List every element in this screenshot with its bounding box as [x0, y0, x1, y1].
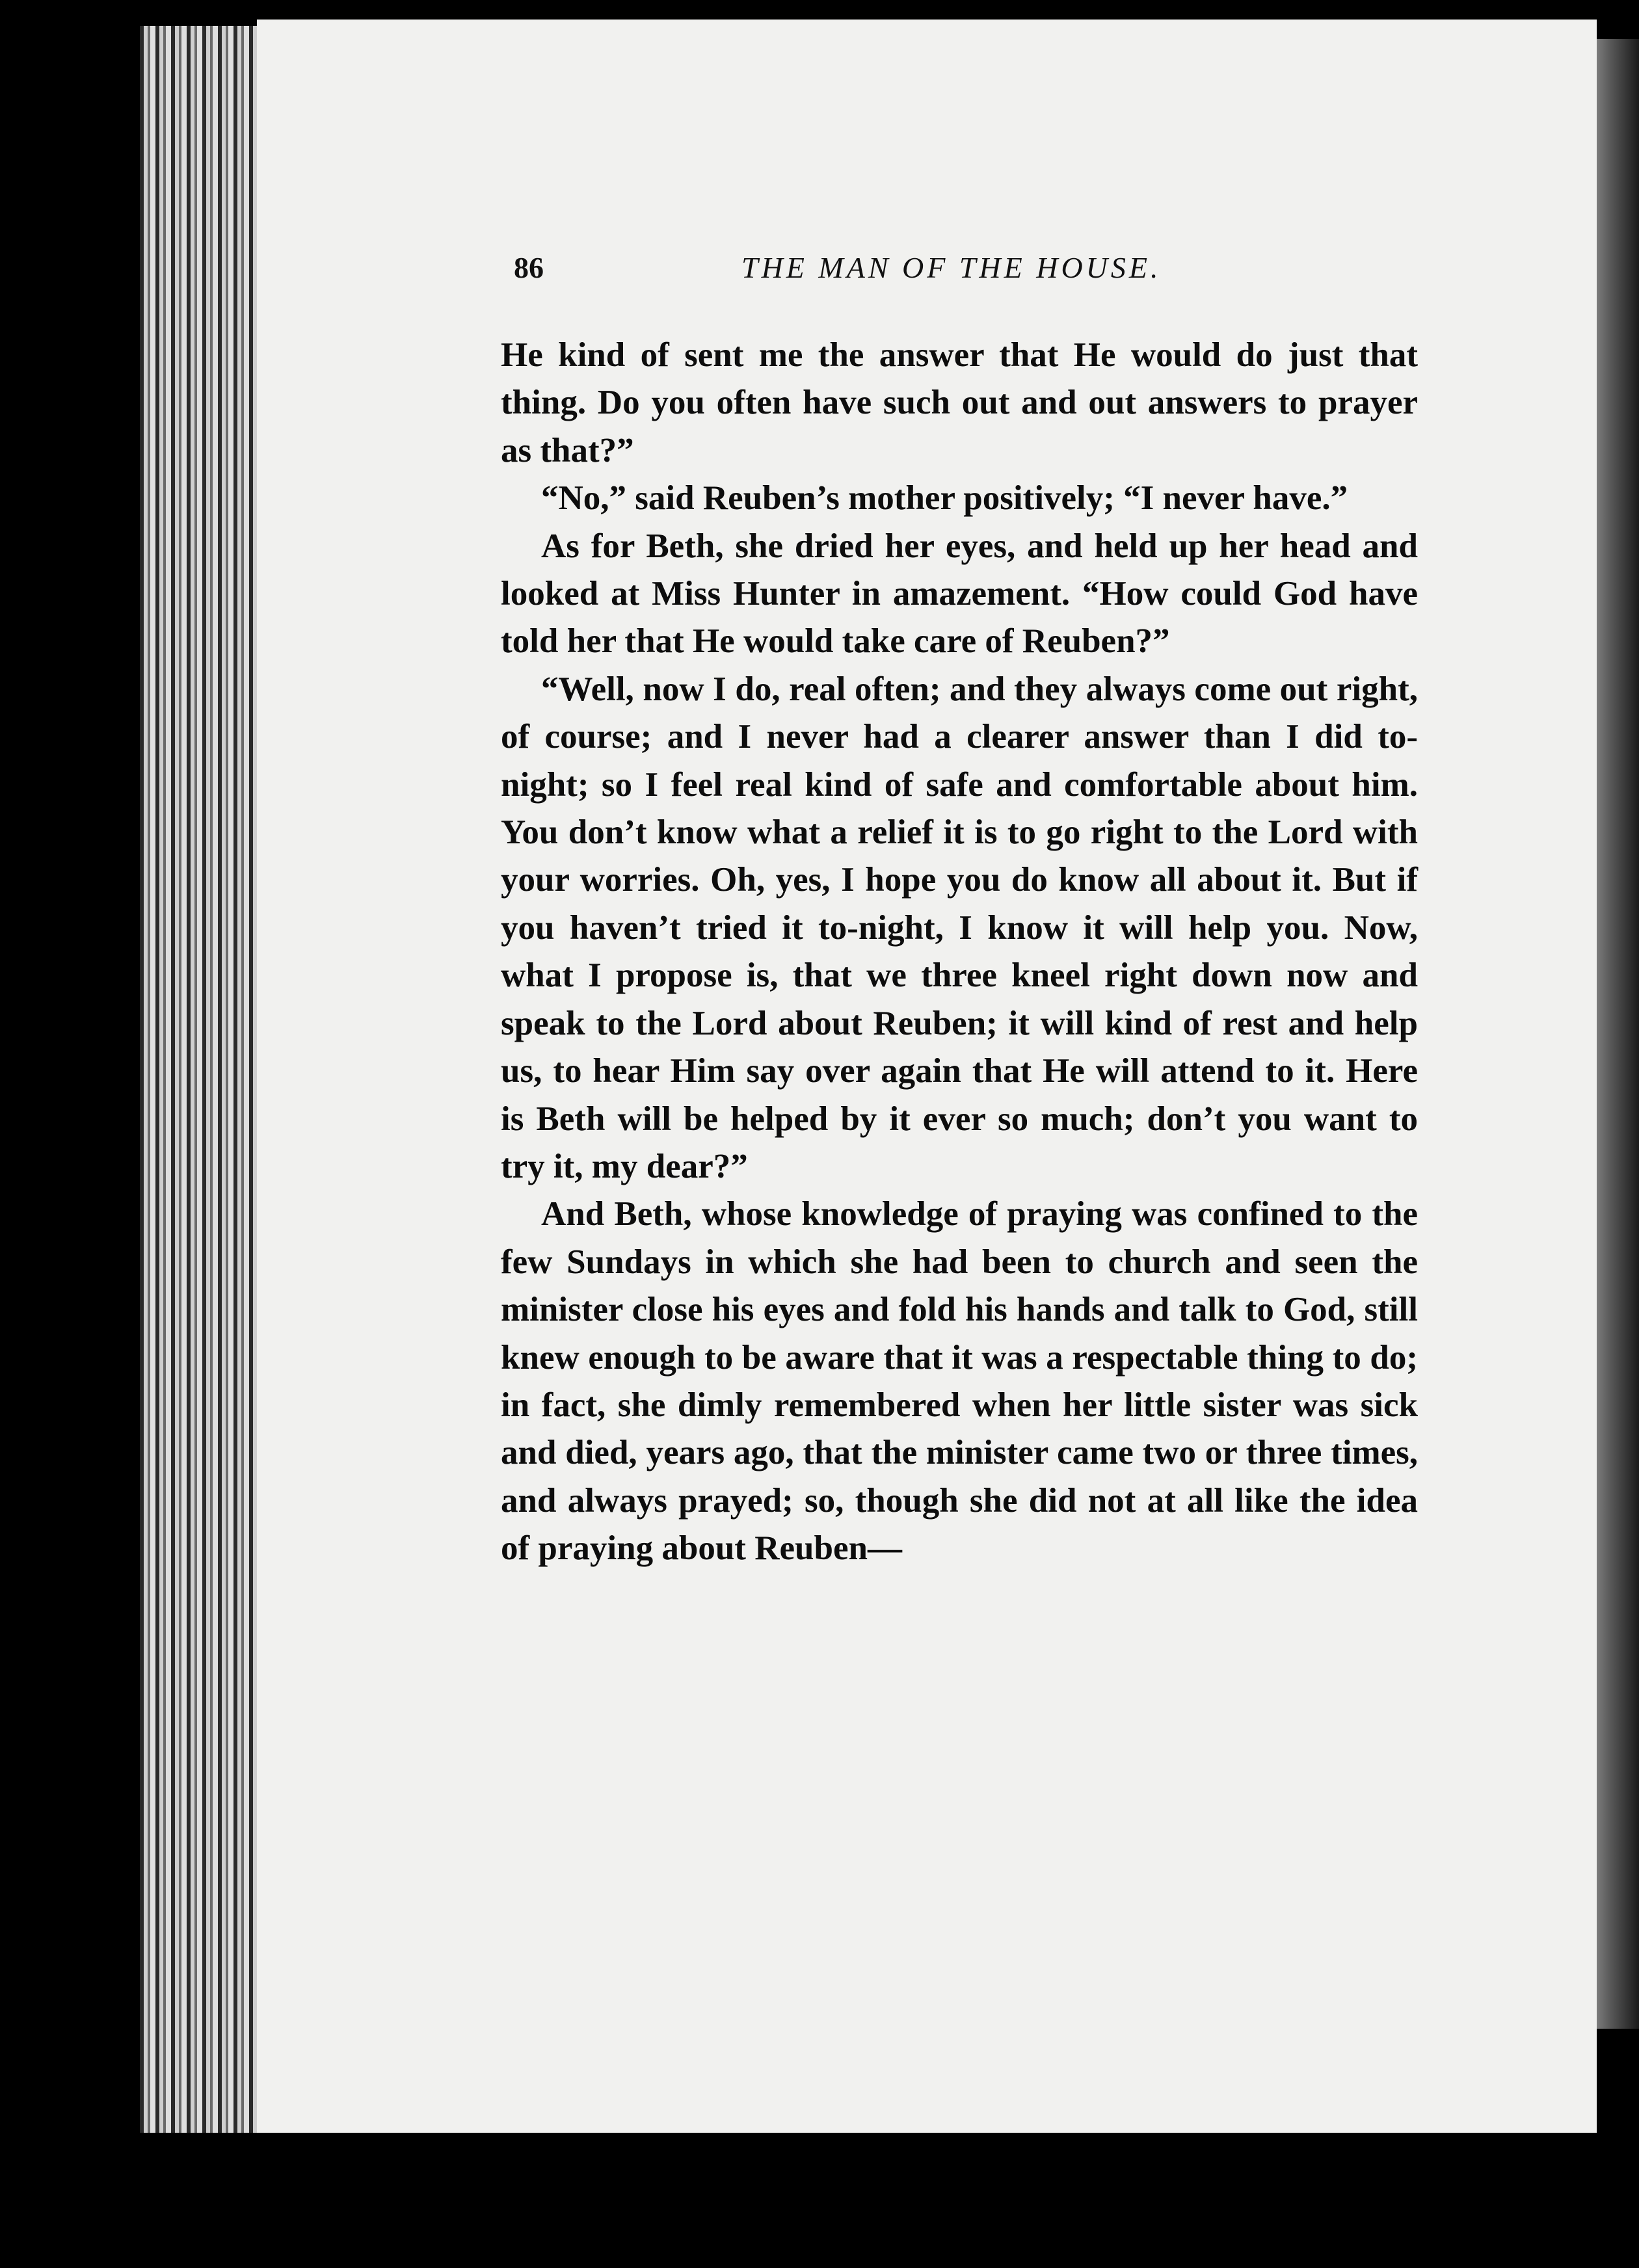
- body-text: [501, 332, 1418, 1573]
- paragraph: “Well, now I do, real often; and they always come out right, of course; and I never had a clearer answer than I did to-night; so I feel real kind of safe and comfortable about him. You don’t know what a relief it is to go right to the Lord with your worries. Oh, yes, I hope you do know all about it. But if you haven’t tried it to-night, I know it will help you. Now, what I propose is, that we three kneel right down now and speak to the Lord about Reuben; it will kind of rest and help us, to hear Him say over again that He will attend to it. Here is Beth will be helped by it ever so much; don’t you want to try it, my dear?”: [501, 670, 1418, 1185]
- paragraph: “No,” said Reuben’s mother positively; “I never have.”: [541, 479, 1348, 518]
- paragraph: And Beth, whose knowledge of praying was confined to the few Sundays in which she had been to church and seen the minister close his eyes and fold his hands and talk to God, still knew enough to be aware that it was a respectable thing to do; in fact, she dimly remembered when her little sister was sick and died, years ago, that the minister came two or three times, and always prayed; so, though she did not at all like the idea of praying about Reuben—: [501, 1195, 1418, 1568]
- page-number: 86: [514, 251, 544, 284]
- book-gutter-shadow: [1590, 39, 1639, 2029]
- paragraph: As for Beth, she dried her eyes, and held up her head and looked at Miss Hunter in amazement. “How could God have told her that He would take care of Reuben?”: [501, 527, 1418, 661]
- running-title: THE MAN OF THE HOUSE.: [741, 251, 1162, 284]
- page-header: [514, 250, 1496, 296]
- paragraph-continued: He kind of sent me the answer that He would do just that thing. Do you often have such out and out answers to prayer as that?”: [501, 336, 1418, 469]
